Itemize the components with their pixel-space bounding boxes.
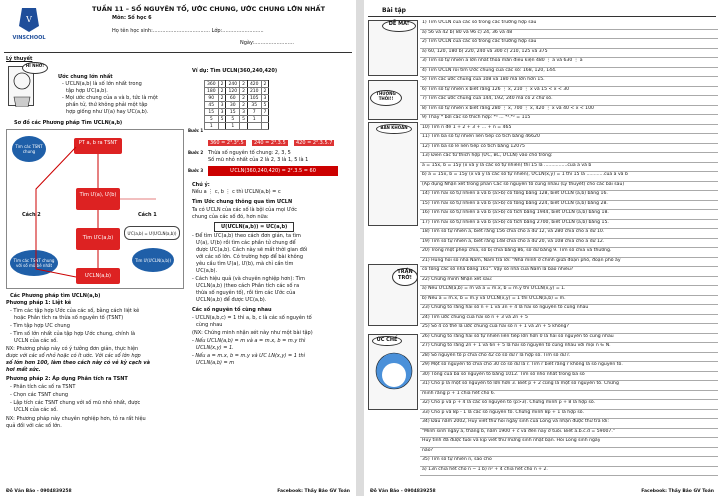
flow-arrows xyxy=(6,129,184,289)
method-line: - Tìm các tập hợp Ước của các số, bằng cách liệt kê xyxy=(10,308,140,314)
exercise-line: b) Nếu a = m.x, b = m.y và ƯCLN(x,y) = 1 thì ƯCLN(a,b) = m. xyxy=(422,295,566,301)
exercise-line: 12) Tìm ba số lẻ liên tiếp có tích bằng 12075 xyxy=(422,143,525,149)
via-line: ƯCLN(a,b) để được ƯC(a,b). xyxy=(196,297,267,303)
factor-table-row xyxy=(205,102,269,109)
factor-table-cell: 30 xyxy=(226,102,240,109)
gcd-result: ƯCLN(360,240,420) = 2².3.5 = 60 xyxy=(208,166,338,176)
factor-table-row xyxy=(205,123,269,130)
diagram-heading: Sơ đồ các Phương pháp Tìm ƯCLN(a,b) xyxy=(14,120,123,126)
exercise-line: 28) Số nguyên tố p chia cho 42 có số dư r là hợp số. Tìm số dư r. xyxy=(422,352,571,358)
note-heading: Chú ý: xyxy=(192,182,210,188)
exercise-line: Huy tính đã được tuổi và kịp viết thư mừng sinh nhật bạn. Hỏi Long sinh ngày xyxy=(422,438,601,443)
exercise-line: 24) Tìm ước chung của hai số n + 3 và 2n + 5 xyxy=(422,314,528,320)
coprime-line: - ƯCLN(a,b,c) = 1 thì a, b, c là các số nguyên tố xyxy=(192,315,312,321)
factor-table-cell: 3 xyxy=(240,109,248,116)
factor-table-cell: 2 xyxy=(218,88,226,95)
exercise-line: "Mình sinh ngày a, tháng b, năm 1900 + c và đến nay ở tuổi. Biết a.b.c.d = 59007." xyxy=(422,428,615,434)
factor-table-cell xyxy=(240,123,248,130)
factor-table-cell: 35 xyxy=(247,102,261,109)
exercise-line: (Áp dụng Nhận xét trong phần Các số nguyên tố cùng nhau (Lý thuyết) cho các bài sau) xyxy=(422,181,625,187)
flow-common-divisors: Tìm ƯC(a,b) xyxy=(76,228,120,250)
exercise-line: 5) Tìm các ước chung của 108 và 180 mà lớn hơn 15. xyxy=(422,77,545,82)
ucln-line: phần tử, thứ không phải một tập xyxy=(66,102,148,108)
factor-table-cell: 45 xyxy=(205,102,219,109)
oval-relation: ƯC(a,b) = Ư(ƯCLN(a,b)) xyxy=(124,226,180,240)
exercise-line: 11) Tìm ba số tự nhiên liên tiếp có tích bằng 46620 xyxy=(422,134,540,139)
factor-table-cell: 180 xyxy=(205,88,219,95)
factor-table-cell: 3 xyxy=(218,102,226,109)
logo-text: VINSCHOOL xyxy=(12,35,46,41)
factor-table-cell: 360 xyxy=(205,81,219,88)
factor-table-cell xyxy=(218,123,226,130)
factor-table-cell: 5 xyxy=(240,116,248,123)
ucln-line: - Mọi ước chung của a và b, tức là một xyxy=(62,95,158,101)
exercise-line: 29) Một số nguyên tố chia cho 30 có số dư là r. Tìm r biết rằng r không là số nguyên tố. xyxy=(422,362,623,367)
footer-facebook: Facebook: Thầy Bảo GV Toán xyxy=(277,489,350,494)
svg-text:V: V xyxy=(26,15,32,24)
method-line: ƯCLN của các số. xyxy=(14,338,58,344)
formula-box: Ư(ƯCLN(a,b)) = ƯC(a,b) xyxy=(214,222,294,232)
factor-table-cell: 240 xyxy=(226,81,240,88)
note-line: số lớn hơn 100, làm theo cách này có vẻ kỳ cạch và xyxy=(6,360,151,366)
factor-table-cell: 420 xyxy=(247,81,261,88)
footer-author: Đỗ Văn Bảo - 0904839258 xyxy=(6,489,72,494)
exercise-line: minh rằng p + 1 chia hết cho 6. xyxy=(422,390,496,396)
method-line: - Lập tích các TSNT chung với số mũ nhỏ nhất, được xyxy=(10,400,141,406)
via-line: ƯC(a,b). xyxy=(196,268,218,274)
step-1-label: Bước 1 xyxy=(188,128,204,133)
footer-author: Đỗ Văn Bảo - 0904839258 xyxy=(370,489,436,494)
via-line: - Để tìm ƯC(a,b) theo cách đơn giản, ta tìm xyxy=(192,233,301,239)
factor-table-cell: 7 xyxy=(261,109,269,116)
coprime-line: ƯCLN(x,y) = 1. xyxy=(196,345,234,351)
factor-table-cell: 1 xyxy=(205,123,219,130)
coprime-line: - Nếu ƯCLN(a,b) = m và a = m.x, b = m.y thì xyxy=(192,338,306,344)
via-line: Ư(a), Ư(b) rồi tìm các phần tử chung để xyxy=(196,240,296,246)
method-1-label: Cách 1 xyxy=(138,212,157,218)
note-line: NX: Phương pháp này có ý tưởng đơn giản, thực hiện xyxy=(6,346,139,352)
coprime-heading: Các số nguyên tố cùng nhau xyxy=(192,307,272,313)
factor-table-cell: 210 xyxy=(247,88,261,95)
via-heading: Tìm Ước chung thông qua tìm ƯCLN xyxy=(192,199,293,205)
step-2-label: Bước 2 xyxy=(188,150,204,155)
ucln-heading: Ước chung lớn nhất xyxy=(58,74,113,80)
via-line: chung của các số đó, hơn nữa: xyxy=(192,214,269,220)
step-3-label: Bước 3 xyxy=(188,168,204,173)
ucln-line: hợp giống như Ư(a) hay ƯC(a,b). xyxy=(66,109,149,115)
exercise-line: 25) Số 4 có thể là ước chung của hai số n + 1 và 2n + 5 không? xyxy=(422,324,569,329)
bubble-wondering: BĂN KHOĂN xyxy=(376,124,412,134)
factor-240: 240 = 2⁴.3.5 xyxy=(254,140,286,146)
coprime-line: ƯCLN(a,b) = m xyxy=(196,360,235,366)
method-1-title: Phương pháp 1: Liệt kê xyxy=(6,300,72,306)
exercise-line: 14) Tìm hai số tự nhiên a và b (a>b) có tổng bằng 128, biết ƯCLN (a,b) bằng 16. xyxy=(422,191,608,196)
exercise-line: 4) Tìm ƯCLN rồi tìm Ước chung của các số: 168, 120, 144. xyxy=(422,67,557,73)
exercise-line: 23) Chứng tỏ rằng hai số n + 1 và 3n + 4 là hai số nguyên tố cùng nhau xyxy=(422,305,589,310)
coprime-line: (NX: Chứng minh nhận xét này như một bài tập) xyxy=(192,330,313,336)
factor-table-cell: 2 xyxy=(240,81,248,88)
exercise-line: 20) Trong một phép chia, số bị chia bằng 86, số dư bằng 9. Tìm số chia và thương. xyxy=(422,248,612,253)
flow-gcd: ƯCLN(a,b) xyxy=(76,268,120,284)
exercise-line: 33) Cho p và 8p - 1 là các số nguyên tố. Chứng minh 8p + 1 là hợp số. xyxy=(422,409,585,415)
exercise-line: 9) Thay * bởi các số thích hợp: *⁵ ... *³.*² = 115 xyxy=(422,115,531,120)
exercises-title: Bài tập xyxy=(382,7,406,14)
factor-table-row xyxy=(205,95,269,102)
factor-table-row xyxy=(205,88,269,95)
factor-table-cell: 1 xyxy=(247,116,261,123)
factor-table-cell: 5 xyxy=(261,102,269,109)
exercise-line: b) a = 15x, b = 15y (x và y là các số tự nhiên), ƯCLN(x,y) = 1 thì 15 là ............của a và b xyxy=(422,172,628,177)
exercise-line: a) 56 và 42 b) 80 và 96 c) 24, 36 và 48 xyxy=(422,29,513,35)
ucln-line: tập hợp ƯC(a,b). xyxy=(66,88,108,94)
exercise-line: 26) Chứng tỏ rằng hai số tự nhiên liên tiếp lớn hơn 0 là hai số nguyên tố cùng nhau xyxy=(422,333,614,339)
factor-table-row xyxy=(205,109,269,116)
methods-heading: Các Phương pháp tìm ƯCLN(a,b) xyxy=(10,293,101,299)
method-2-label: Cách 2 xyxy=(22,212,41,218)
via-line: với các số lớn. Có trường hợp để bài không xyxy=(196,254,304,260)
method-line: - Chọn các TSNT chung xyxy=(10,392,69,398)
factor-table-cell: 105 xyxy=(247,95,261,102)
factor-table-cell: 2 xyxy=(218,95,226,102)
exercise-line: 16) Tìm hai số tự nhiên a và b (a>b) có tích bằng 1944, biết ƯCLN (a,b) bằng 18. xyxy=(422,210,609,215)
exercise-line: a = 15x, b = 15y (x và y là các số tự nhiên) thì 15 là ................của a và b xyxy=(422,162,592,168)
factor-table-cell: 1 xyxy=(226,123,240,130)
factor-table-cell: 2 xyxy=(261,81,269,88)
footer-facebook: Facebook: Thầy Bảo GV Toán xyxy=(641,489,714,494)
exercise-line: 22) Chứng minh Nhận xét sau: xyxy=(422,276,493,282)
factor-table-cell: 5 xyxy=(205,116,219,123)
via-line: yêu cầu tìm Ư(a), Ư(b), mà chỉ cần tìm xyxy=(196,261,294,267)
oval-divisors-of-gcd: Tìm Ư(ƯCLN(a,b)) xyxy=(132,248,174,272)
oval-common-primes: Tìm các TSNT chung xyxy=(12,136,46,162)
exercise-line: 8) Tìm số tự nhiên x biết rằng 280 ⋮ x, 700 ⋮ x, 420 ⋮ x và 40 < x < 100 xyxy=(422,105,594,111)
exercise-line: 10) Tìm n để 1 + 2 + 3 + ... + n = 465 xyxy=(422,124,512,130)
factor-table-cell xyxy=(261,123,269,130)
factor-table-cell: 60 xyxy=(226,95,240,102)
min-exponents: Số mũ nhỏ nhất của 2 là 2, 3 là 1, 5 là 1 xyxy=(208,157,309,163)
exercise-line: 3) Tìm số tự nhiên a lớn nhất thỏa mãn điều kiện 480 ⋮ a và 630 ⋮ a xyxy=(422,58,583,63)
exercise-line: a) Nếu ƯCLN(a,b) = m và a = m.x, b = m.y thì ƯCLN(x,y) = 1. xyxy=(422,286,566,291)
factor-table-cell: 7 xyxy=(247,109,261,116)
example-heading: Ví dụ: Tìm ƯCLN(360,240,420) xyxy=(192,68,278,74)
bubble-easy: DỄ MÀ! xyxy=(382,20,416,32)
factor-table-cell: 15 xyxy=(205,109,219,116)
note-line: NX: Phương pháp này chuyên nghiệp hơn, tỏ ra rất hiệu xyxy=(6,416,146,422)
ucln-line: - ƯCLN(a,b) là số lớn nhất trong xyxy=(62,81,142,87)
via-line: được ƯC(a,b). Cách này sẽ mất thời gian đối xyxy=(196,247,308,253)
header-divider xyxy=(368,16,716,17)
via-line: thừa số nguyên tố), rồi tìm các Ước của xyxy=(196,290,296,296)
factor-table-cell xyxy=(247,123,261,130)
factor-table-cell: 3 xyxy=(261,95,269,102)
exercise-line: 32) Cho p và p + 4 là các số nguyên tố (p>3). Chứng minh p + 8 là hợp số. xyxy=(422,400,596,405)
factor-table-row xyxy=(205,81,269,88)
factor-table-cell: 3 xyxy=(218,109,226,116)
factor-table-cell: 2 xyxy=(218,81,226,88)
factor-420: 420 = 2².3.5.7 xyxy=(296,140,333,146)
exercise-line: a) 60, 120, 180 b) 220, 240 và 300 c) 210, 125 và 375 xyxy=(422,48,548,54)
page-title: TUẦN 11 – SỐ NGUYÊN TỐ, ƯỚC CHUNG, ƯỚC CHUNG LỚN NHẤT xyxy=(92,5,326,13)
exercise-page xyxy=(364,0,720,496)
exercise-line: 19) Tìm số tự nhiên a, biết rằng 148 chia cho a dư 20, và 108 chia cho a dư 12. xyxy=(422,238,605,244)
factor-table-cell: 2 xyxy=(240,95,248,102)
date-line: Ngày:......................... xyxy=(240,40,294,46)
exercise-line: 35) Tìm số tự nhiên n, sao cho xyxy=(422,457,492,462)
note-line: được với các số nhỏ hoặc có ít ước. Với các số lớn hợp xyxy=(6,353,141,359)
method-line: hoặc Phân tích ra thừa số nguyên tố (TSNT) xyxy=(14,315,124,321)
factor-table-cell xyxy=(261,116,269,123)
factor-table-row xyxy=(205,116,269,123)
factor-table-cell: 120 xyxy=(226,88,240,95)
exercise-line: 34) Đầu năm 2002, Huy viết thư hỏi ngày sinh của Long và nhận được thư trả lời: xyxy=(422,419,609,424)
bubble-restless: TRẦN TRỞ! xyxy=(392,268,418,286)
factor-table-cell: 5 xyxy=(226,116,240,123)
common-primes: Thừa số nguyên tố chung: 2, 3, 5 xyxy=(208,150,291,156)
via-line: Ta có ƯCLN của các số là bội của mọi Ước xyxy=(192,207,297,213)
coprime-line: - Nếu a = m.x, b = m.y và ƯC LN(x,y) = 1 thì xyxy=(192,353,306,359)
flow-divisors: Tìm Ư(a), Ư(b) xyxy=(76,188,120,210)
bubble-frustrated: ỨC CHẾ xyxy=(372,336,402,346)
exercise-line: a) 13n chia hết cho n − 1 b) n² + 4 chia hết cho n + 2. xyxy=(422,466,548,472)
exercise-line: 2) Tìm ƯCLN của các số trong các trường hợp sau xyxy=(422,39,537,44)
factor-table-cell: 90 xyxy=(205,95,219,102)
factor-table-cell: 5 xyxy=(218,116,226,123)
via-line: ƯCLN(a,b) (theo cách Phân tích các số ra xyxy=(196,283,300,289)
exercise-line: 15) Tìm hai số tự nhiên a và b (a>b) có tổng bằng 224, biết ƯCLN (a,b) bằng 28. xyxy=(422,200,608,206)
via-line: - Cách hiệu quả (và chuyên nghiệp hơn): Tìm xyxy=(192,276,305,282)
factor-table-cell: 2 xyxy=(261,88,269,95)
method-line: - Tìm số lớn nhất của tập hợp Ước chung, chính là xyxy=(10,331,136,337)
coprime-line: cùng nhau xyxy=(196,322,223,328)
exercise-line: 31) Cho p là một số nguyên tố lớn hơn 3. Biết p + 2 cũng là một số nguyên tố. Chứng xyxy=(422,381,619,386)
note-line: hơi mất sức. xyxy=(6,367,41,373)
factor-table-cell: 15 xyxy=(226,109,240,116)
exercise-line: nào? xyxy=(422,447,433,453)
factor-table-cell: 2 xyxy=(240,102,248,109)
bubble-normal: THƯỜNG THÔI!! xyxy=(370,90,402,106)
exercise-line: 21) Hùng hỏi số nhà Nam, Nam trả lời: "Nhà mình ở chính giữa đoạn phố, đoạn phố ấy xyxy=(422,257,621,263)
method-2-title: Phương pháp 2: Áp dụng Phân tích ra TSNT xyxy=(6,376,128,382)
name-line: Họ tên học sinh:.................................... Lớp:.......................... xyxy=(112,28,264,34)
factor-table xyxy=(204,80,269,130)
theory-heading: Lý thuyết xyxy=(6,56,33,62)
note-line: quả đối với các số lớn. xyxy=(6,423,62,429)
exercise-line: 18) Tìm số tự nhiên a, biết rằng 156 chia cho a dư 12, và 280 chia cho a dư 10. xyxy=(422,229,605,234)
exercise-line: có tổng các số nhà bằng 161". Vậy số nhà của Nam là bao nhiêu? xyxy=(422,267,574,272)
exercise-line: 27) Chứng tỏ rằng 2n + 1 và 6n + 5 là hai số nguyên tố cùng nhau với mọi n ∈ N. xyxy=(422,343,611,348)
header-divider xyxy=(4,52,352,53)
method-line: ƯCLN của các số. xyxy=(14,407,58,413)
exercise-line: 13) Điền các từ thích hợp (ƯC, BC, ƯCLN) vào chỗ trống: xyxy=(422,153,553,158)
exercise-line: 30) Tổng của ba số nguyên tố bằng 1012. Tìm số nhỏ nhất trong ba số xyxy=(422,371,585,377)
factor-table-cell: 2 xyxy=(240,88,248,95)
theory-page xyxy=(0,0,356,496)
method-line: - Tìm tập hợp ƯC chung xyxy=(10,323,70,329)
exercise-line: 17) Tìm hai số tự nhiên a và b (a>b) có tích bằng 2700, biết ƯCLN (a,b) bằng 15. xyxy=(422,219,609,225)
method-line: - Phân tích các số ra TSNT xyxy=(10,384,76,390)
note-text: Nếu a ⋮ c, b ⋮ c thì ƯCLN(a,b) = c xyxy=(192,189,281,195)
exercise-line: 6) Tìm số tự nhiên x biết rằng 126 ⋮ x, 210 ⋮ x và 15 < x < 30 xyxy=(422,86,570,92)
vinschool-logo xyxy=(6,6,52,42)
factor-360: 360 = 2³.3².5 xyxy=(210,140,244,146)
oval-min-exp: Tìm các TSNT chung với số mũ bé nhất xyxy=(10,250,58,276)
subject: Môn: Số học 6 xyxy=(112,15,152,21)
exercise-line: 7) Tìm các ước chung của 144, 192, 240 mà có 2 chữ số. xyxy=(422,96,553,101)
cartoon-wondering xyxy=(368,122,418,226)
exercise-line: 1) Tìm ƯCLN của các số trong các trường hợp sau xyxy=(422,20,537,25)
flow-factorize: PT a, b ra TSNT xyxy=(74,138,122,154)
hi-bubble: HI NHỚ! xyxy=(22,62,48,74)
